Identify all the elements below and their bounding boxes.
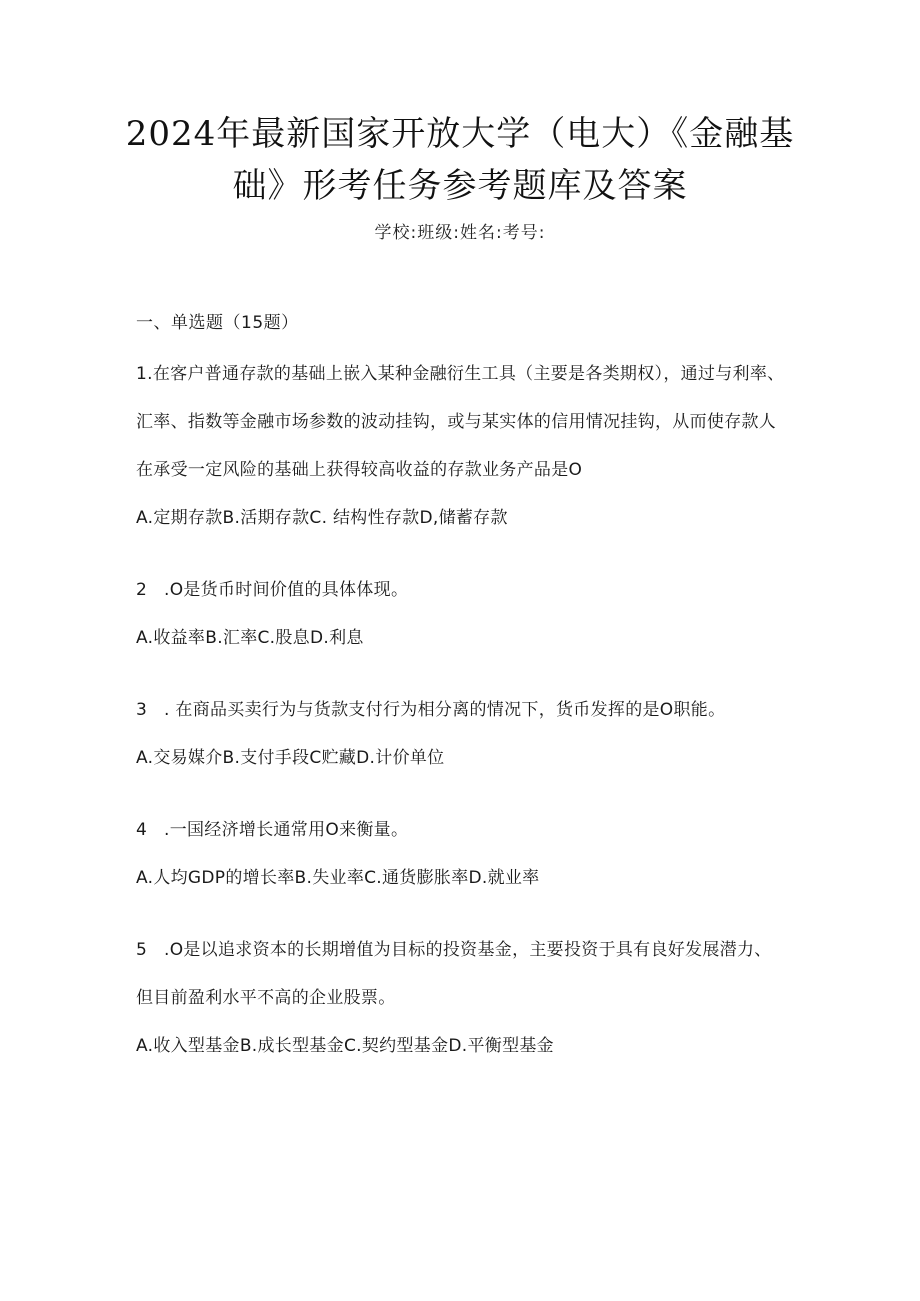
question-options: A.收入型基金B.成长型基金C.契约型基金D.平衡型基金 — [136, 1036, 554, 1056]
question-item — [136, 806, 786, 902]
question-options: A.交易媒介B.支付手段C贮藏D.计价单位 — [136, 748, 445, 768]
title-line-2: 础》形考任务参考题库及答案 — [232, 166, 688, 206]
title-line-1: 2024年最新国家开放大学（电大）《金融基 — [125, 114, 795, 154]
question-number: 1. — [136, 364, 153, 384]
question-number: 5 — [136, 940, 148, 960]
question-number: 4 — [136, 820, 148, 840]
question-number: 3 — [136, 700, 148, 720]
student-info-line: 学校:班级:姓名:考号: — [374, 223, 546, 243]
question-item — [136, 350, 786, 542]
question-item — [136, 566, 786, 662]
question-stem — [136, 926, 786, 1022]
question-stem — [136, 686, 786, 734]
question-stem — [136, 350, 786, 494]
question-text: 在客户普通存款的基础上嵌入某种金融衍生工具（主要是各类期权），通过与利率、汇率、指数等金融市场参数的波动挂钩，或与某实体的信用情况挂钩，从而使存款人在承受一定风险的基础上获得较高收益的存款业务产品是O — [136, 364, 785, 480]
question-text: .O是货币时间价值的具体体现。 — [164, 580, 409, 600]
question-stem — [136, 566, 786, 614]
question-item — [136, 686, 786, 782]
question-section — [136, 308, 786, 1094]
question-stem — [136, 806, 786, 854]
question-options: A.定期存款B.活期存款C. 结构性存款D,储蓄存款 — [136, 508, 508, 528]
question-text: . 在商品买卖行为与货款支付行为相分离的情况下，货币发挥的是O职能。 — [164, 700, 726, 720]
question-text: .一国经济增长通常用O来衡量。 — [164, 820, 409, 840]
section-heading: 一、单选题（15题） — [136, 313, 299, 333]
question-item — [136, 926, 786, 1070]
question-text: .O是以追求资本的长期增值为目标的投资基金，主要投资于具有良好发展潜力、但目前盈利水平不高的企业股票。 — [136, 940, 772, 1008]
question-options: A.收益率B.汇率C.股息D.利息 — [136, 628, 364, 648]
question-number: 2 — [136, 580, 148, 600]
question-options: A.人均GDP的增长率B.失业率C.通货膨胀率D.就业率 — [136, 868, 540, 888]
document-title — [120, 108, 800, 212]
